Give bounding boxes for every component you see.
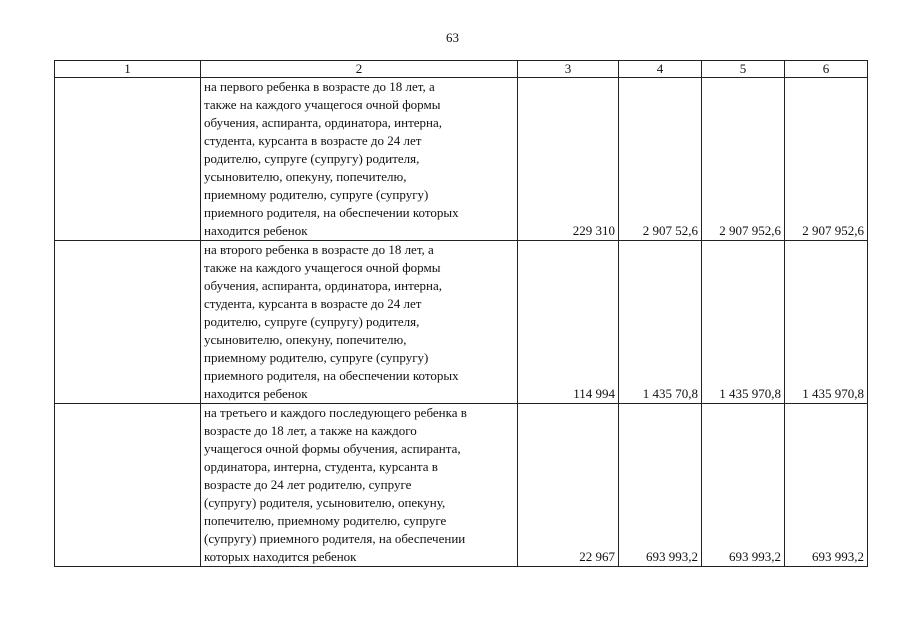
cell-col4: 2 907 52,6 [619,78,702,241]
cell-col1 [55,241,201,404]
cell-col4: 693 993,2 [619,404,702,567]
cell-description: на первого ребенка в возрасте до 18 лет, а также на каждого учащегося очной формы обучения, аспиранта, ординатора, интерна, студента, курсанта в возрасте до 24 лет родителю, супруге (супругу) родителя, усыновителю, опекуну, попечителю, приемному родителю, супруге (супругу) приемного родителя, на обеспечении которых находится ребенок [201,78,518,241]
table-header-row [55,61,868,78]
cell-col1 [55,78,201,241]
table-row [55,241,868,404]
column-header-2: 2 [201,61,518,78]
cell-col3: 114 994 [518,241,619,404]
table-row [55,404,868,567]
column-header-4: 4 [619,61,702,78]
table-row [55,78,868,241]
column-header-1: 1 [55,61,201,78]
cell-col6: 1 435 970,8 [785,241,868,404]
cell-col3: 22 967 [518,404,619,567]
cell-col5: 693 993,2 [702,404,785,567]
cell-col4: 1 435 70,8 [619,241,702,404]
cell-col5: 1 435 970,8 [702,241,785,404]
cell-col6: 693 993,2 [785,404,868,567]
cell-description: на третьего и каждого последующего ребенка в возрасте до 18 лет, а также на каждого учащегося очной формы обучения, аспиранта, ординатора, интерна, студента, курсанта в возрасте до 24 лет родителю, супруге (супругу) родителя, усыновителю, опекуну, попечителю, приемному родителю, супруге (супругу) приемного родителя, на обеспечении которых находится ребенок [201,404,518,567]
cell-col1 [55,404,201,567]
cell-col6: 2 907 952,6 [785,78,868,241]
cell-col5: 2 907 952,6 [702,78,785,241]
column-header-6: 6 [785,61,868,78]
column-header-5: 5 [702,61,785,78]
budget-table [54,60,868,567]
cell-col3: 229 310 [518,78,619,241]
cell-description: на второго ребенка в возрасте до 18 лет, а также на каждого учащегося очной формы обучения, аспиранта, ординатора, интерна, студента, курсанта в возрасте до 24 лет родителю, супруге (супругу) родителя, усыновителю, опекуну, попечителю, приемному родителю, супруге (супругу) приемного родителя, на обеспечении которых находится ребенок [201,241,518,404]
page-number: 63 [446,30,459,45]
column-header-3: 3 [518,61,619,78]
